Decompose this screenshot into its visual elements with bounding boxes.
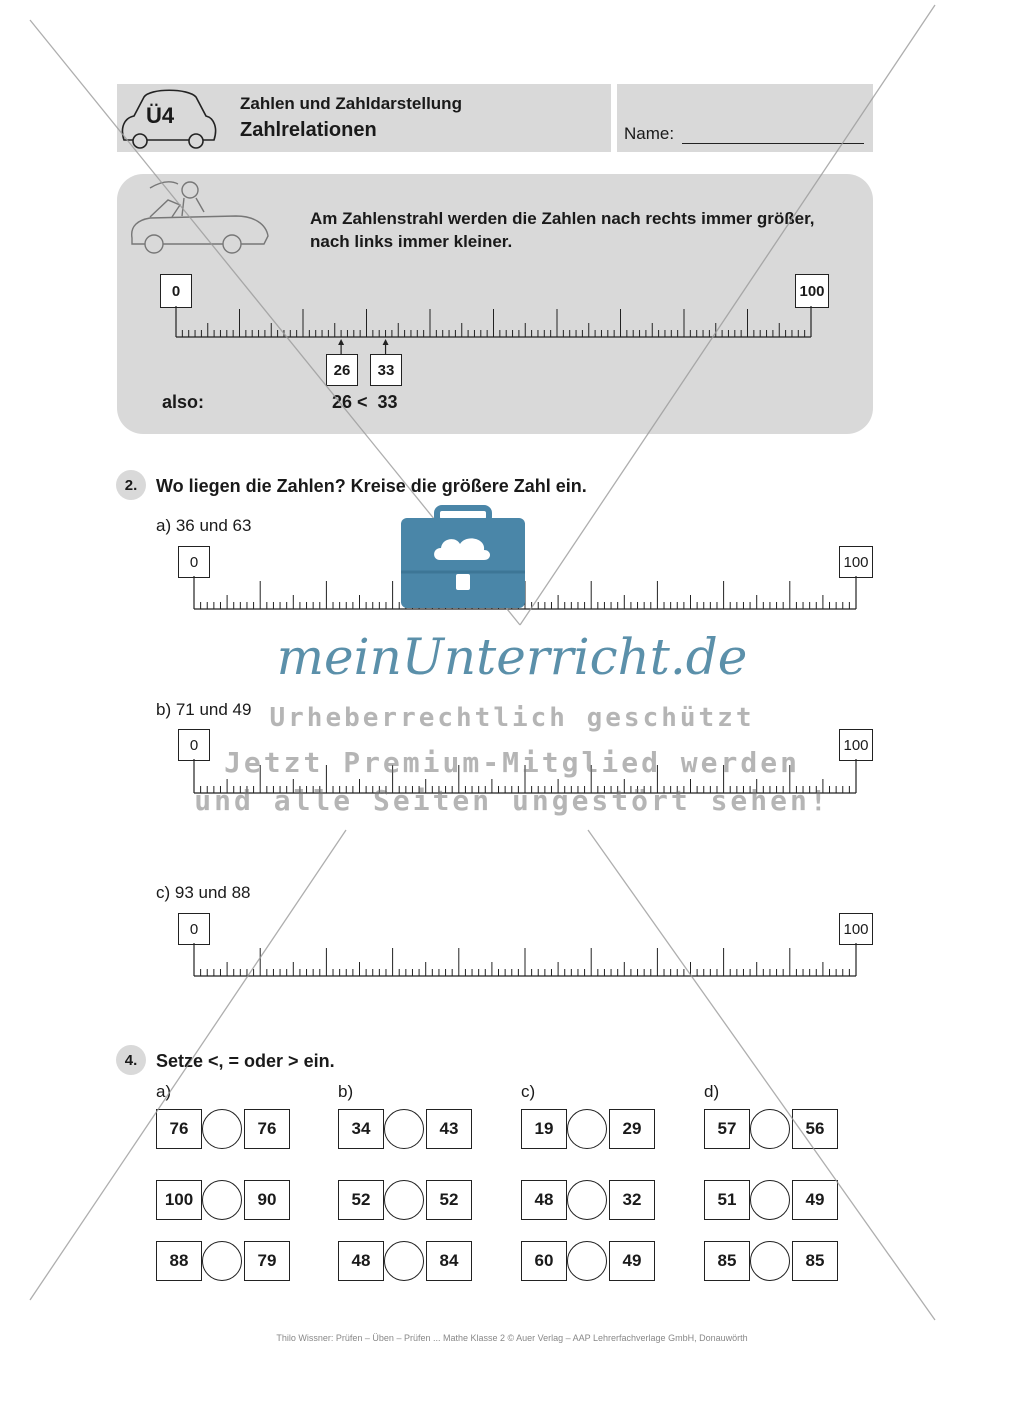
task-2b-end: 100	[839, 729, 873, 761]
compare-left-number: 19	[521, 1109, 567, 1149]
also-label: also:	[162, 392, 205, 412]
task-4-col-label: d)	[704, 1082, 720, 1101]
watermark-line-3: und alle Seiten ungestört sehen!	[194, 784, 830, 817]
compare-right-number: 90	[244, 1180, 290, 1220]
task-4-number: 4.	[116, 1045, 146, 1075]
task-2c-label: c) 93 und 88	[156, 883, 251, 902]
compare-left-number: 100	[156, 1180, 202, 1220]
compare-right-number: 56	[792, 1109, 838, 1149]
compare-symbol-circle[interactable]	[202, 1241, 242, 1281]
task-2b-start: 0	[178, 729, 210, 761]
compare-left-number: 48	[521, 1180, 567, 1220]
compare-symbol-circle[interactable]	[567, 1109, 607, 1149]
compare-left-number: 51	[704, 1180, 750, 1220]
task-2c-start: 0	[178, 913, 210, 945]
task-4-col-label: c)	[521, 1082, 536, 1101]
compare-left-number: 85	[704, 1241, 750, 1281]
compare-right-number: 76	[244, 1109, 290, 1149]
compare-right-number: 32	[609, 1180, 655, 1220]
task-2-number: 2.	[116, 470, 146, 500]
footer-copyright: Thilo Wissner: Prüfen – Üben – Prüfen ... Mathe Klasse 2 © Auer Verlag – AAP Lehrerfachverlage GmbH, Donauwörth	[276, 1333, 748, 1343]
compare-left-number: 52	[338, 1180, 384, 1220]
compare-right-number: 85	[792, 1241, 838, 1281]
marker-box-26: 26	[326, 354, 358, 386]
compare-right-number: 79	[244, 1241, 290, 1281]
number-line-start: 0	[160, 274, 192, 308]
compare-right-number: 43	[426, 1109, 472, 1149]
info-text: Am Zahlenstrahl werden die Zahlen nach rechts immer größer, nach links immer kleiner.	[310, 209, 815, 251]
task-2a-end: 100	[839, 546, 873, 578]
compare-symbol-circle[interactable]	[750, 1180, 790, 1220]
relation-result: 26 < 33	[332, 392, 398, 412]
task-2c-end: 100	[839, 913, 873, 945]
compare-right-number: 49	[609, 1241, 655, 1281]
compare-right-number: 84	[426, 1241, 472, 1281]
compare-symbol-circle[interactable]	[567, 1180, 607, 1220]
task-4-col-label: b)	[338, 1082, 354, 1101]
compare-symbol-circle[interactable]	[750, 1109, 790, 1149]
task-2-prompt: Wo liegen die Zahlen? Kreise die größere Zahl ein.	[156, 476, 587, 496]
task-4-col-label: a)	[156, 1082, 172, 1101]
compare-right-number: 29	[609, 1109, 655, 1149]
compare-symbol-circle[interactable]	[384, 1109, 424, 1149]
compare-left-number: 34	[338, 1109, 384, 1149]
compare-left-number: 57	[704, 1109, 750, 1149]
task-2b-label: b) 71 und 49	[156, 700, 252, 719]
header-subtitle: Zahlen und Zahldarstellung	[240, 94, 462, 113]
task-4-prompt: Setze <, = oder > ein.	[156, 1051, 335, 1071]
compare-right-number: 52	[426, 1180, 472, 1220]
task-2a-label: a) 36 und 63	[156, 516, 252, 535]
exercise-badge: Ü4	[146, 103, 175, 128]
watermark-line-2: Jetzt Premium-Mitglied werden	[224, 746, 800, 779]
name-input-line[interactable]	[682, 143, 864, 144]
compare-symbol-circle[interactable]	[202, 1109, 242, 1149]
compare-symbol-circle[interactable]	[567, 1241, 607, 1281]
compare-left-number: 60	[521, 1241, 567, 1281]
watermark-line-1: Urheberrechtlich geschützt	[269, 703, 755, 733]
compare-symbol-circle[interactable]	[384, 1241, 424, 1281]
compare-symbol-circle[interactable]	[202, 1180, 242, 1220]
name-label: Name:	[624, 124, 675, 143]
compare-left-number: 76	[156, 1109, 202, 1149]
compare-right-number: 49	[792, 1180, 838, 1220]
watermark-logo: meinUnterricht.de	[276, 628, 748, 686]
compare-symbol-circle[interactable]	[384, 1180, 424, 1220]
page-title: Zahlrelationen	[240, 119, 377, 141]
compare-left-number: 48	[338, 1241, 384, 1281]
task-2a-start: 0	[178, 546, 210, 578]
compare-symbol-circle[interactable]	[750, 1241, 790, 1281]
marker-box-33: 33	[370, 354, 402, 386]
number-line-end: 100	[795, 274, 829, 308]
compare-left-number: 88	[156, 1241, 202, 1281]
